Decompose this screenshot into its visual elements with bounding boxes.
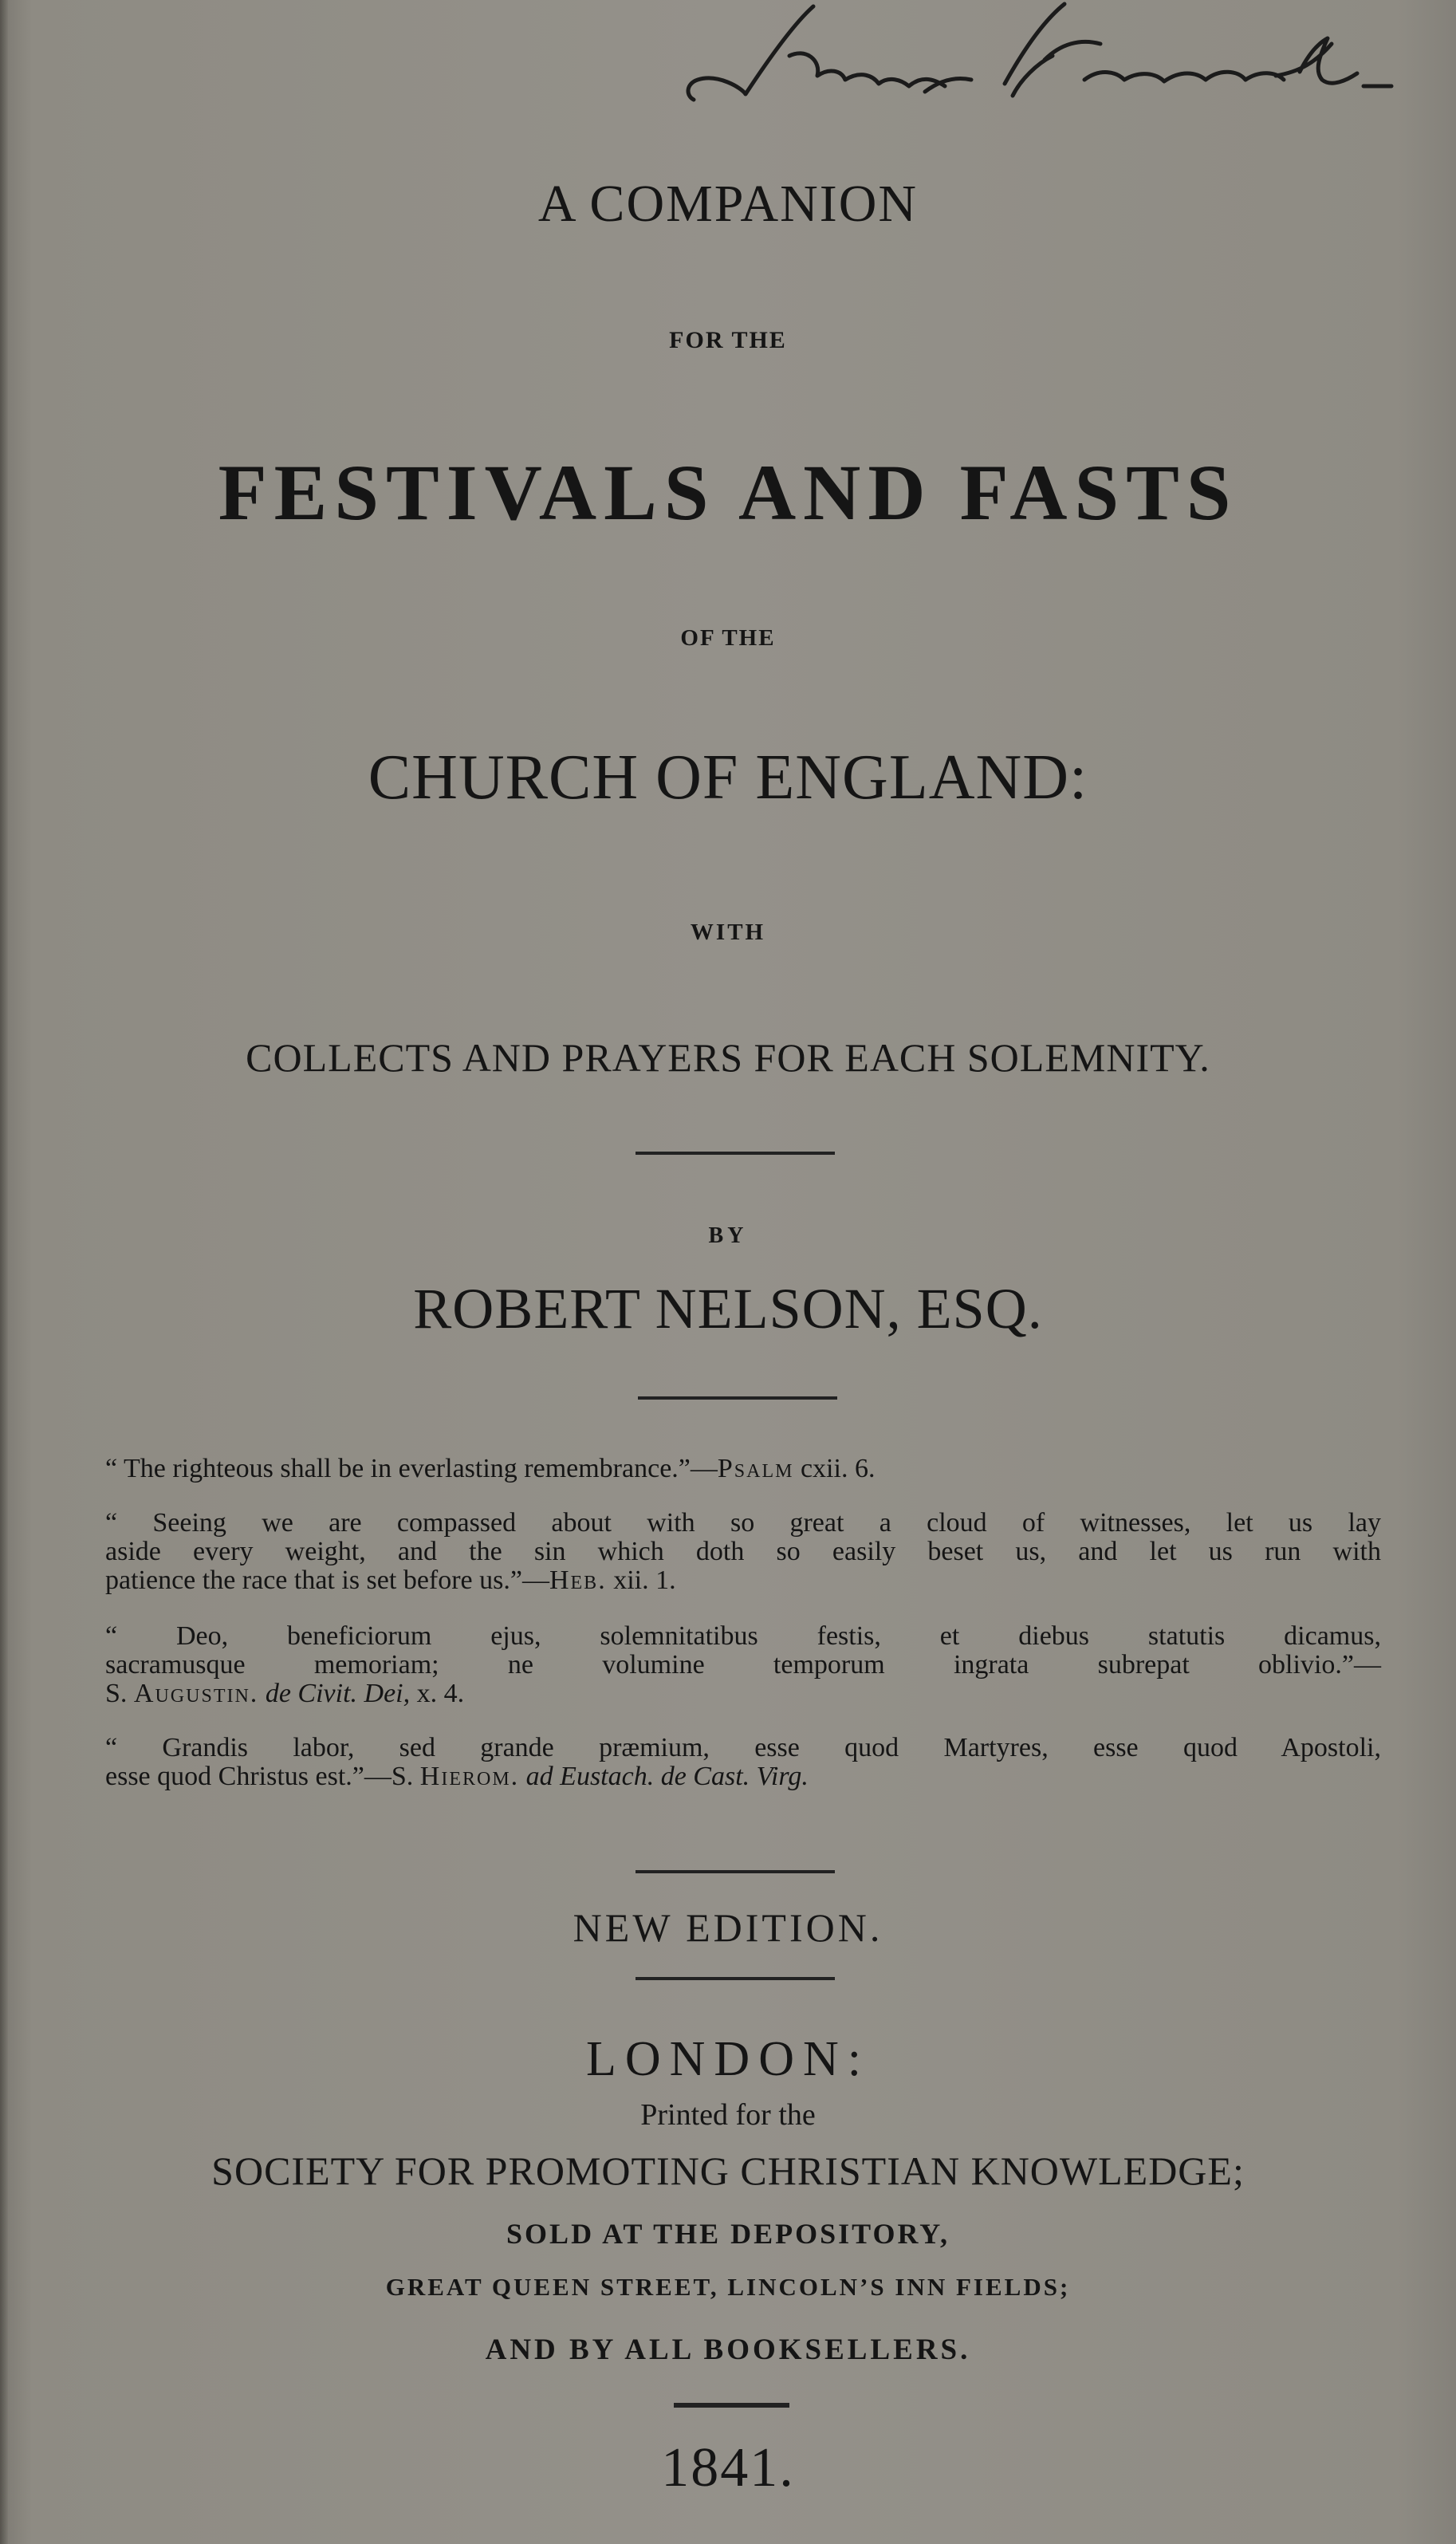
epigraph-last-line	[105, 1762, 1381, 1791]
imprint-address: GREAT QUEEN STREET, LINCOLN’S INN FIELDS;	[385, 2273, 1071, 2301]
title-connector-of-the: OF THE	[680, 625, 776, 651]
edition-label: NEW EDITION.	[573, 1905, 883, 1950]
epigraph-text: aside every weight, and the sin which doth so easily beset us, and let us run with	[105, 1537, 1381, 1566]
imprint-year: 1841.	[661, 2437, 795, 2499]
title-subject: CHURCH OF ENGLAND:	[368, 742, 1088, 813]
epigraph-text: patience the race that is set before us.”—	[105, 1565, 549, 1595]
epigraph-text: sacramusque memoriam; ne volumine temporum ingrata subrepat oblivio.”—	[105, 1650, 1381, 1680]
subtitle: COLLECTS AND PRAYERS FOR EACH SOLEMNITY.	[246, 1035, 1210, 1080]
epigraph-last-line	[105, 1680, 1381, 1708]
divider-rule	[638, 1396, 837, 1400]
main-title: FESTIVALS AND FASTS	[218, 448, 1238, 537]
epigraph	[105, 1622, 1381, 1708]
imprint-sold-at: SOLD AT THE DEPOSITORY,	[506, 2218, 950, 2250]
epigraph-attribution: Augustin.	[133, 1679, 259, 1708]
epigraph-attribution: Hierom.	[419, 1762, 520, 1791]
imprint-booksellers: AND BY ALL BOOKSELLERS.	[485, 2333, 971, 2366]
imprint-printed-for: Printed for the	[640, 2098, 816, 2132]
epigraph-attribution: Heb.	[549, 1565, 607, 1595]
divider-rule	[636, 1870, 835, 1873]
epigraph-attribution: Psalm	[717, 1454, 794, 1483]
epigraph-work: de Civit. Dei,	[258, 1679, 411, 1708]
epigraph-reference: xii. 1.	[606, 1565, 676, 1595]
epigraph	[105, 1509, 1381, 1595]
epigraph-text: “ Deo, beneficiorum ejus, solemnitatibus festis, et diebus statutis dicamus,	[105, 1621, 1381, 1651]
title-connector-with: WITH	[690, 920, 766, 945]
title-connector-for-the: FOR THE	[669, 327, 787, 353]
epigraph-text: “ Seeing we are compassed about with so great a cloud of witnesses, let us lay	[105, 1508, 1381, 1538]
epigraph-last-line	[105, 1566, 1381, 1595]
epigraph-work: ad Eustach. de Cast. Virg.	[519, 1762, 809, 1791]
epigraph-text: esse quod Christus est.”—S.	[105, 1762, 420, 1791]
epigraph-text: “ The righteous shall be in everlasting remembrance.”—	[105, 1454, 718, 1483]
epigraph	[105, 1455, 1381, 1483]
divider-rule	[636, 1152, 835, 1155]
epigraph-reference: x. 4.	[410, 1679, 465, 1708]
divider-rule	[674, 2403, 789, 2408]
epigraph	[105, 1734, 1381, 1791]
epigraph-text: “ Grandis labor, sed grande præmium, esse quod Martyres, esse quod Apostoli,	[105, 1733, 1381, 1762]
imprint-city: LONDON:	[586, 2032, 870, 2086]
author-name: ROBERT NELSON, ESQ.	[413, 1277, 1043, 1341]
handwritten-signature	[670, 0, 1427, 128]
byline-label: BY	[708, 1223, 748, 1248]
title-heading: A COMPANION	[537, 175, 919, 233]
imprint-publisher: SOCIETY FOR PROMOTING CHRISTIAN KNOWLEDGE;	[211, 2148, 1245, 2193]
epigraph-reference: cxii. 6.	[793, 1454, 876, 1483]
divider-rule	[636, 1977, 835, 1980]
epigraph-text: S.	[105, 1679, 134, 1708]
